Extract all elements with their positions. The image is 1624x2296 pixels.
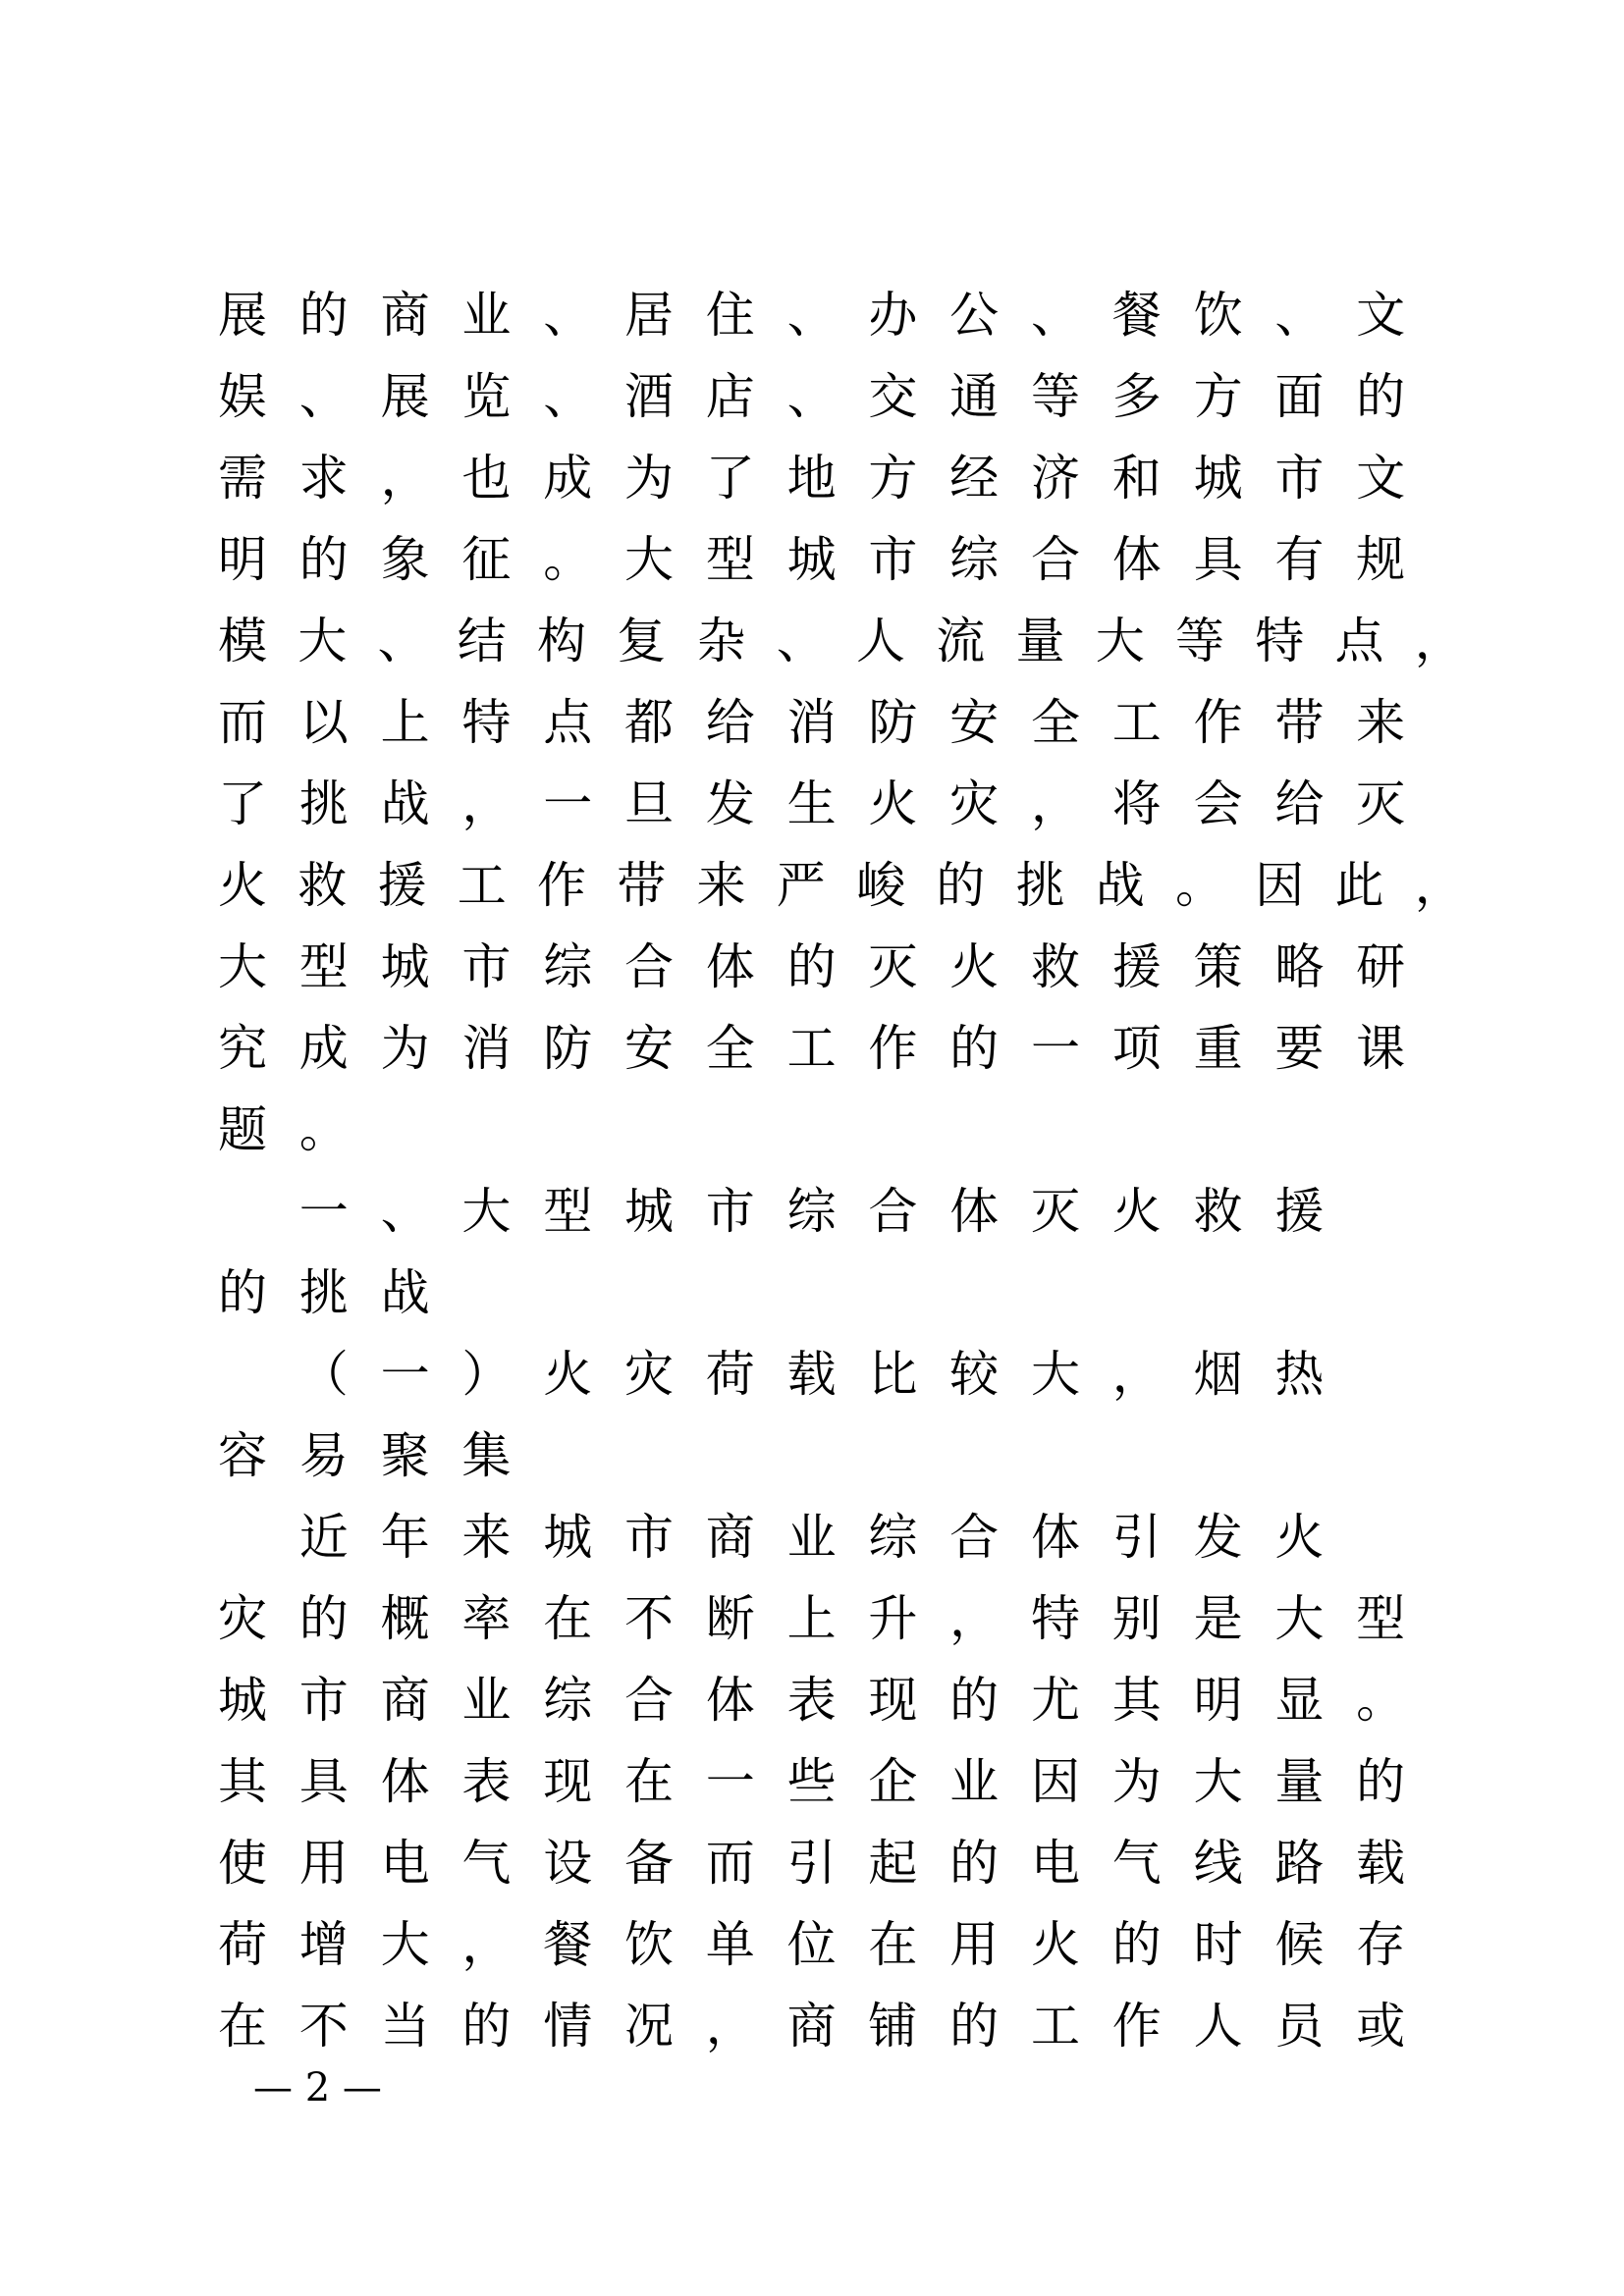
text-line: 使 用 电 气 设 备 而 引 起 的 电 气 线 路 载	[218, 1835, 1406, 1892]
text-line: 而 以 上 特 点 都 给 消 防 安 全 工 作 带 来	[218, 694, 1406, 751]
text-line: 需 求 ， 也 成 为 了 地 方 经 济 和 城 市 文	[218, 450, 1406, 507]
text-line: 在 不 当 的 情 况 ， 商 铺 的 工 作 人 员 或	[218, 1998, 1406, 2055]
text-line: 娱 、 展 览 、 酒 店 、 交 通 等 多 方 面 的	[218, 368, 1406, 425]
text-line: 了 挑 战 ， 一 旦 发 生 火 灾 ， 将 会 给 灭	[218, 775, 1406, 832]
text-line: 近 年 来 城 市 商 业 综 合 体 引 发 火	[298, 1509, 1325, 1566]
text-line: 灾 的 概 率 在 不 断 上 升 ， 特 别 是 大 型	[218, 1590, 1406, 1647]
text-line: 荷 增 大 ， 餐 饮 单 位 在 用 火 的 时 候 存	[218, 1916, 1406, 1973]
text-line: 模 大 、 结 构 复 杂 、 人 流 量 大 等 特 点 ，	[218, 613, 1464, 669]
text-line: 火 救 援 工 作 带 来 严 峻 的 挑 战 。 因 此 ，	[218, 857, 1464, 914]
text-line: 的 挑 战	[218, 1264, 430, 1321]
body-text	[218, 275, 1494, 2067]
text-line: 一 、 大 型 城 市 综 合 体 灭 火 救 援	[298, 1183, 1325, 1240]
text-line: 容 易 聚 集	[218, 1427, 512, 1484]
text-line: 大 型 城 市 综 合 体 的 灭 火 救 援 策 略 研	[218, 938, 1406, 995]
text-line: 城 市 商 业 综 合 体 表 现 的 尤 其 明 显 。	[218, 1672, 1406, 1729]
text-line: （ 一 ） 火 灾 荷 载 比 较 大 ， 烟 热	[298, 1346, 1325, 1403]
text-line: 题 。	[218, 1101, 349, 1158]
text-line: 究 成 为 消 防 安 全 工 作 的 一 项 重 要 课	[218, 1020, 1406, 1077]
text-line: 其 具 体 表 现 在 一 些 企 业 因 为 大 量 的	[218, 1753, 1406, 1810]
page-number: — 2 —	[253, 2065, 382, 2110]
text-line: 展 的 商 业 、 居 住 、 办 公 、 餐 饮 、 文	[218, 287, 1406, 344]
text-line: 明 的 象 征 。 大 型 城 市 综 合 体 具 有 规	[218, 531, 1406, 588]
